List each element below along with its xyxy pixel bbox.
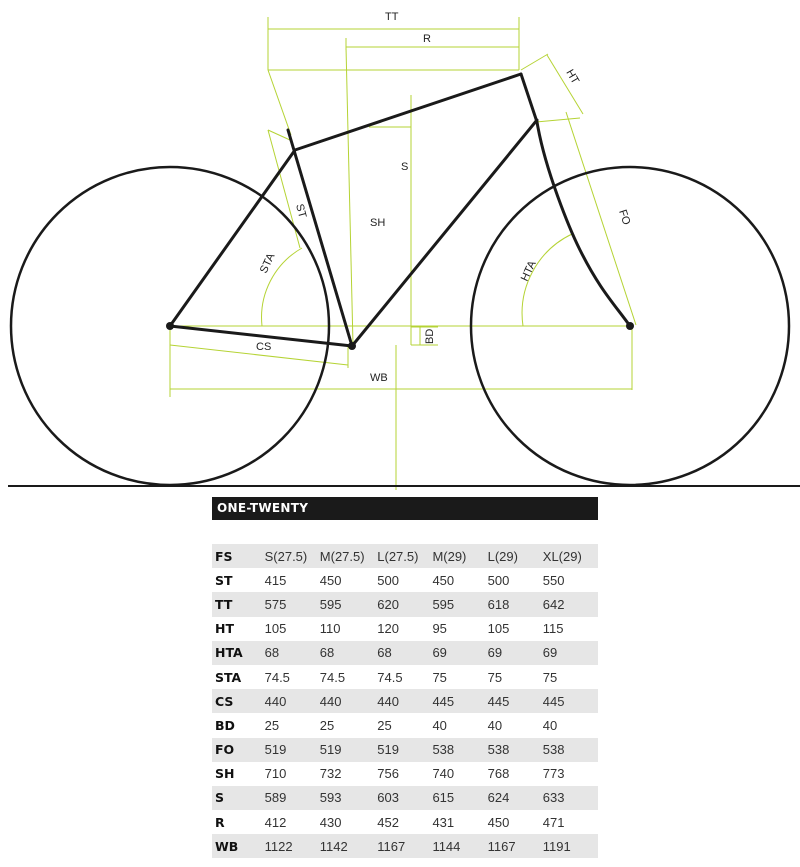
size-header: L(27.5) [377,544,432,568]
dimension-lines [170,17,636,490]
label-st: ST [293,202,309,220]
table-cell: 415 [264,572,287,588]
table-row [212,738,598,762]
table-cell: 75 [432,669,447,685]
table-row [212,665,598,689]
table-cell: 1122 [265,834,320,858]
table-cell: 538 [432,738,487,762]
table-cell: 75 [487,669,503,685]
row-key: HTA [212,641,265,665]
table-cell: 68 [320,641,377,665]
table-cell: 440 [377,689,432,713]
table-cell: 40 [542,717,558,733]
table-cell: 25 [264,717,280,733]
table-cell: 74.5 [377,669,403,685]
table-cell: 1144 [432,834,487,858]
table-cell: 69 [488,641,543,665]
table-cell: 615 [432,786,487,810]
table-row [212,689,598,713]
table-cell: 740 [432,766,455,782]
label-cs: CS [256,341,272,353]
table-cell: 450 [487,814,510,830]
table-cell: 773 [542,766,565,782]
geometry-table-section [212,497,598,858]
table-cell: 431 [432,814,455,830]
bike-frame [170,74,633,346]
size-header: XL(29) [543,544,598,568]
label-wb: WB [370,372,388,384]
table-cell: 471 [542,814,565,830]
table-cell: 25 [319,717,335,733]
table-cell: 1191 [543,834,598,858]
table-cell: 538 [488,738,543,762]
table-cell: 25 [377,717,392,733]
table-cell: 450 [319,572,342,588]
table-cell: 500 [487,572,510,588]
size-header: M(27.5) [320,544,377,568]
label-fo: FO [616,208,633,227]
table-cell: 68 [377,641,432,665]
table-cell: 68 [265,641,320,665]
table-cell: 74.5 [319,669,346,685]
table-cell: 440 [320,689,377,713]
table-cell: 105 [264,621,287,637]
table-cell: 618 [488,592,543,616]
label-sh: SH [370,217,386,229]
label-r: R [423,33,431,45]
row-key: TT [212,592,265,616]
table-cell: 445 [488,689,543,713]
table-cell: 110 [319,621,341,637]
row-key: FS [212,544,265,568]
table-cell: 105 [487,621,510,637]
table-cell: 595 [320,592,377,616]
table-cell: 74.5 [264,669,290,685]
row-key: WB [212,834,265,858]
table-cell: 624 [488,786,543,810]
row-key: ST [215,572,233,588]
table-row [212,810,598,834]
table-cell: 115 [542,621,564,637]
table-cell: 500 [377,572,399,588]
table-cell: 445 [543,689,598,713]
row-key: BD [215,717,235,733]
table-row [212,641,598,665]
table-cell: 620 [377,592,432,616]
table-row [212,568,598,592]
table-row [212,592,598,616]
table-cell: 538 [543,738,598,762]
table-cell: 633 [543,786,598,810]
table-row [212,713,598,737]
table-cell: 40 [487,717,503,733]
table-cell: 575 [265,592,320,616]
table-cell: 593 [320,786,377,810]
row-key: HT [215,621,234,637]
size-header: L(29) [488,544,543,568]
front-axle [626,322,634,330]
label-tt: TT [385,11,399,23]
table-cell: 1167 [377,834,432,858]
table-cell: 519 [377,738,432,762]
row-key: CS [212,689,265,713]
table-cell: 642 [543,592,598,616]
table-header-row [212,544,598,568]
table-cell: 519 [320,738,377,762]
label-bd: BD [424,328,436,344]
row-key: STA [215,669,242,685]
table-row [212,834,598,858]
label-sta: STA [257,251,278,276]
table-cell: 412 [264,814,287,830]
size-header: M(29) [432,544,487,568]
table-cell: 603 [377,786,432,810]
table-cell: 445 [432,689,487,713]
row-key: R [215,814,225,830]
size-header: S(27.5) [265,544,320,568]
row-key: FO [212,738,265,762]
table-cell: 69 [543,641,598,665]
table-cell: 40 [432,717,447,733]
table-cell: 69 [432,641,487,665]
row-key: S [212,786,265,810]
label-s: S [401,161,409,173]
table-row [212,762,598,786]
label-hta: HTA [518,258,539,284]
table-row [212,617,598,641]
bottom-bracket [348,342,356,350]
table-cell: 550 [542,572,565,588]
row-key: SH [215,766,235,782]
table-title: ONE-TWENTY [212,497,598,520]
table-cell: 1167 [488,834,543,858]
table-row [212,786,598,810]
table-cell: 756 [377,766,399,782]
table-cell: 75 [542,669,558,685]
table-cell: 452 [377,814,399,830]
table-cell: 768 [487,766,510,782]
table-cell: 1142 [320,834,377,858]
table-cell: 450 [432,572,455,588]
table-cell: 710 [264,766,287,782]
table-cell: 589 [265,786,320,810]
table-cell: 430 [319,814,342,830]
table-cell: 120 [377,621,399,637]
geometry-table [212,544,598,858]
label-ht: HT [563,67,582,87]
table-cell: 95 [432,621,447,637]
table-cell: 595 [432,592,487,616]
rear-axle [166,322,174,330]
table-cell: 440 [265,689,320,713]
table-cell: 732 [319,766,342,782]
table-cell: 519 [265,738,320,762]
